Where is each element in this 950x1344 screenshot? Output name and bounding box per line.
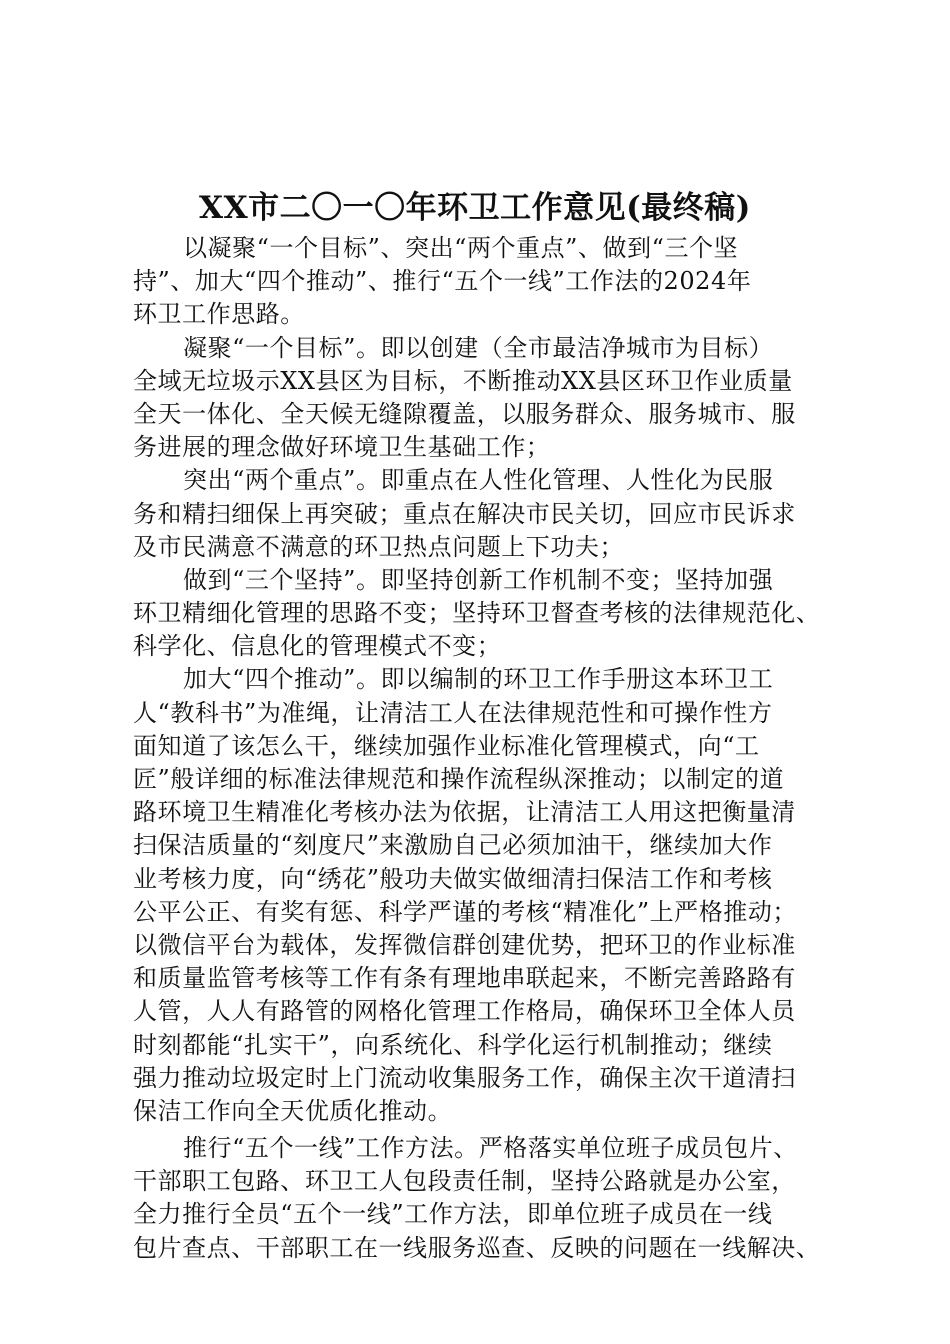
paragraph-line: 匠”般详细的标准法律规范和操作流程纵深推动；以制定的道 [133,765,785,793]
paragraph-four-pushes [133,663,845,1128]
paragraph-line: 务和精扫细保上再突破；重点在解决市民关切，回应市民诉求 [133,499,796,528]
paragraph-line: 全域无垃圾示XX县区为目标，不断推动XX县区环卫作业质量 [133,366,793,395]
paragraph-line: 环卫工作思路。 [133,300,305,329]
paragraph-line: 和质量监管考核等工作有条有理地串联起来，不断完善路路有 [133,964,796,993]
paragraph-line: 务进展的理念做好环境卫生基础工作； [133,433,551,462]
paragraph-line: 全力推行全员“五个一线”工作方法，即单位班子成员在一线 [133,1200,773,1229]
paragraph-line: 持”、加大“四个推动”、推行“五个一线”工作法的2024年 [133,267,752,296]
paragraph-line: 公平公正、有奖有惩、科学严谨的考核“精准化”上严格推动； [133,897,797,926]
paragraph-two-focuses [133,464,845,564]
paragraph-line: 科学化、信息化的管理模式不变； [133,632,502,661]
paragraph-line: 人管，人人有路管的网格化管理工作格局，确保环卫全体人员 [133,997,796,1026]
paragraph-line: 强力推动垃圾定时上门流动收集服务工作，确保主次干道清扫 [133,1063,796,1092]
paragraph-line: 加大“四个推动”。即以编制的环卫工作手册这本环卫工 [183,665,774,694]
paragraph-one-goal [133,332,845,465]
paragraph-line: 包片查点、干部职工在一线服务巡查、反映的问题在一线解决、 [133,1233,821,1262]
paragraph-line: 以微信平台为载体，发挥微信群创建优势，把环卫的作业标准 [133,930,796,959]
paragraph-line: 及市民满意不满意的环卫热点问题上下功夫； [133,532,624,561]
paragraph-line: 时刻都能“扎实干”，向系统化、科学化运行机制推动；继续 [133,1030,773,1059]
paragraph-line: 干部职工包路、环卫工人包段责任制，坚持公路就是办公室， [133,1167,796,1196]
paragraph-line: 做到“三个坚持”。即坚持创新工作机制不变；坚持加强 [183,565,774,594]
paragraph-line: 环卫精细化管理的思路不变；坚持环卫督查考核的法律规范化、 [133,599,821,628]
paragraph-line: 保洁工作向全天优质化推动。 [133,1096,453,1125]
paragraph-line: 面知道了该怎么干，继续加强作业标准化管理模式，向“工 [133,731,760,760]
paragraph-line: 人“教科书”为准绳，让清洁工人在法律规范性和可操作性方 [133,698,773,727]
paragraph-work-approach [133,232,845,332]
paragraph-line: 突出“两个重点”。即重点在人性化管理、人性化为民服 [183,466,774,495]
paragraph-line: 推行“五个一线”工作方法。严格落实单位班子成员包片、 [183,1134,798,1163]
paragraph-line: 业考核力度，向“绣花”般功夫做实做细清扫保洁工作和考核 [133,864,773,893]
document-title: XX市二〇一〇年环卫工作意见(最终稿) [199,190,751,226]
paragraph-line: 以凝聚“一个目标”、突出“两个重点”、做到“三个坚 [183,234,739,262]
paragraph-five-frontlines [133,1132,845,1265]
paragraph-three-adherences [133,564,845,664]
document-body [133,232,845,1265]
paragraph-line: 扫保洁质量的“刻度尺”来激励自己必须加油干，继续加大作 [133,831,773,860]
paragraph-line: 路环境卫生精准化考核办法为依据，让清洁工人用这把衡量清 [133,798,796,827]
paragraph-line: 凝聚“一个目标”。即以创建（全市最洁净城市为目标） [183,333,774,362]
paragraph-line: 全天一体化、全天候无缝隙覆盖，以服务群众、服务城市、服 [133,399,796,428]
